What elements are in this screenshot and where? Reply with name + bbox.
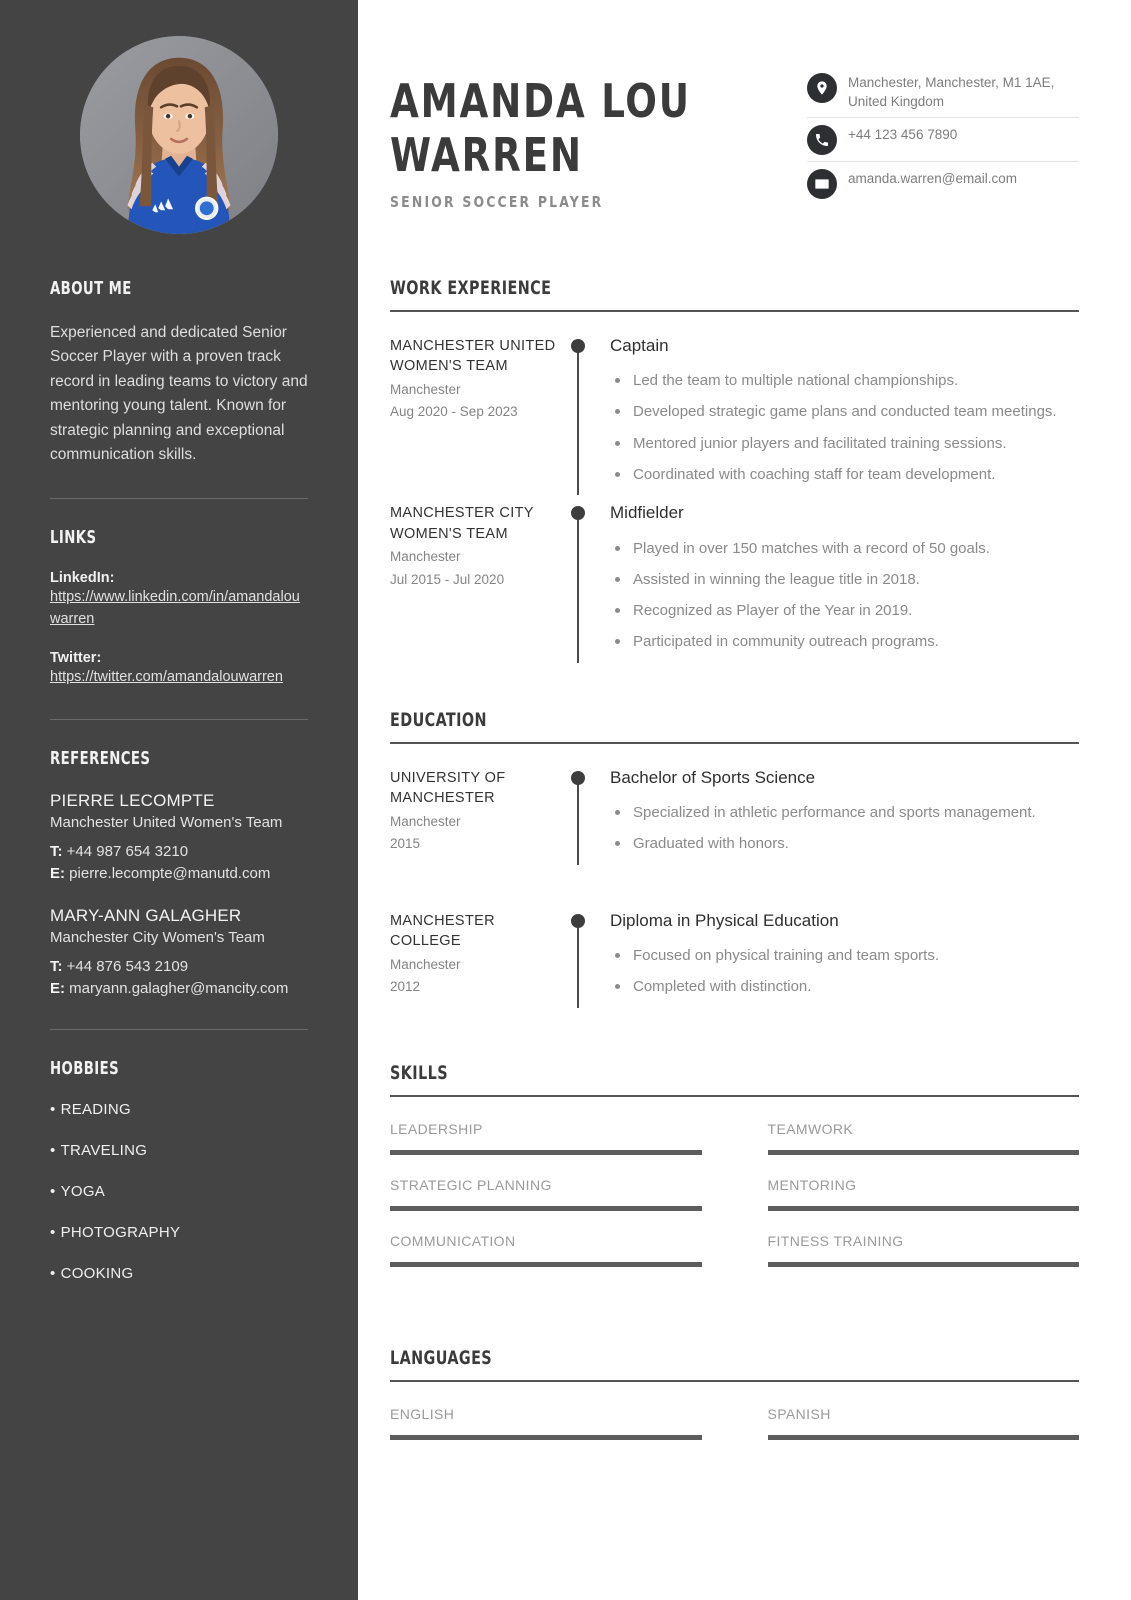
skill-bar-track: [390, 1262, 702, 1267]
hobbies-section: [50, 1058, 308, 1282]
portrait-illustration: [80, 36, 278, 234]
skill-bar-track: [390, 1206, 702, 1211]
hobby-item: [50, 1265, 308, 1282]
education-entry-dates: 2012: [390, 979, 421, 995]
link-label-linkedin: LinkedIn:: [50, 569, 115, 586]
hobby-label: COOKING: [60, 1264, 134, 1282]
reference-email-value: pierre.lecompte@manutd.com: [69, 864, 271, 882]
work-entry-title: Midfielder: [610, 503, 684, 523]
education-entry-title: Diploma in Physical Education: [610, 910, 839, 930]
hobbies-heading: HOBBIES: [50, 1057, 120, 1079]
about-heading: ABOUT ME: [50, 278, 132, 299]
contact-row-email: [807, 161, 1079, 205]
skill-bar-fill: [390, 1150, 702, 1155]
location-pin-icon: [807, 73, 837, 103]
contact-row-phone: [807, 117, 1079, 161]
list-item: Recognized as Player of the Year in 2019.: [610, 600, 1079, 621]
hobby-item: [50, 1101, 308, 1118]
divider-links-references: [50, 719, 308, 720]
list-item: Led the team to multiple national championships.: [610, 370, 1079, 391]
page-title-line2: WARREN: [390, 128, 583, 183]
reference-phone: [50, 956, 308, 977]
main-content: [358, 0, 1131, 1600]
reference-org: Manchester United Women's Team: [50, 814, 283, 832]
sidebar-body: [0, 278, 358, 1282]
reference-email: [50, 863, 308, 884]
work-entry: [390, 336, 1079, 496]
list-item: Participated in community outreach programs.: [610, 631, 1079, 652]
languages-grid: [390, 1406, 1079, 1462]
link-label-twitter: Twitter:: [50, 650, 102, 667]
list-item: Assisted in winning the league title in 2018.: [610, 569, 1079, 590]
work-entry: [390, 503, 1079, 663]
language-bar-fill: [390, 1435, 702, 1440]
skill-label: FITNESS TRAINING: [767, 1232, 904, 1249]
education-entry-location: Manchester: [390, 956, 461, 972]
education-entry-right: [596, 911, 1079, 1008]
links-heading: LINKS: [50, 526, 97, 548]
reference-phone-label: T:: [50, 843, 63, 861]
reference-phone-label: T:: [50, 958, 63, 976]
reference-org: Manchester City Women's Team: [50, 929, 265, 946]
work-experience-section: [390, 277, 1079, 663]
links-section: [50, 527, 308, 689]
skill-bar-track: [768, 1150, 1080, 1155]
language-bar-fill: [768, 1435, 1080, 1440]
section-rule: [390, 1095, 1079, 1097]
skill-bar-fill: [768, 1150, 1080, 1155]
skill-label: MENTORING: [767, 1176, 857, 1193]
profile-photo-wrap: [0, 0, 358, 234]
work-entry-location: Manchester: [390, 549, 461, 565]
name-block: [390, 62, 724, 211]
contact-address-text: Manchester, Manchester, M1 1AE, United Kingdom: [848, 75, 1055, 109]
timeline-marker: [570, 768, 596, 865]
skill-bar-fill: [390, 1206, 702, 1211]
education-entry-bullets: [610, 945, 1079, 998]
hobby-item: [50, 1224, 308, 1241]
education-entry-location: Manchester: [390, 813, 461, 829]
work-entry-org: MANCHESTER CITY WOMEN'S TEAM: [390, 505, 534, 542]
references-heading: REFERENCES: [50, 748, 151, 770]
timeline-bullet-icon: [571, 506, 585, 520]
timeline-marker: [570, 336, 596, 496]
skill-item: [390, 1233, 702, 1289]
reference-name: PIERRE LECOMPTE: [50, 791, 215, 811]
education-entry-right: [596, 768, 1079, 865]
skill-bar-fill: [768, 1262, 1080, 1267]
reference-email-label: E:: [50, 979, 65, 997]
skills-heading: SKILLS: [390, 1061, 448, 1084]
list-item: Developed strategic game plans and conducted team meetings.: [610, 401, 1079, 422]
reference-phone: [50, 841, 308, 862]
timeline-rail: [577, 920, 579, 1008]
timeline-bullet-icon: [571, 914, 585, 928]
header: [390, 62, 1079, 211]
language-bar-track: [768, 1435, 1080, 1440]
work-experience-heading: WORK EXPERIENCE: [390, 276, 552, 299]
skill-bar-track: [768, 1206, 1080, 1211]
work-entry-right: [596, 336, 1079, 496]
section-rule: [390, 1380, 1079, 1382]
divider-references-hobbies: [50, 1029, 308, 1030]
link-item-twitter: [50, 650, 308, 689]
work-entry-bullets: [610, 538, 1079, 653]
list-item: Completed with distinction.: [610, 976, 1079, 997]
list-item: Coordinated with coaching staff for team development.: [610, 464, 1079, 485]
link-url-twitter[interactable]: https://twitter.com/amandalouwarren: [50, 669, 283, 686]
skill-item: [768, 1233, 1080, 1289]
timeline-bullet-icon: [571, 771, 585, 785]
timeline-bullet-icon: [571, 339, 585, 353]
reference-name: MARY-ANN GALAGHER: [50, 906, 242, 925]
about-text: Experienced and dedicated Senior Soccer Player with a proven track record in leading teams to victory and mentoring young talent. Known for strategic planning and exceptional communication skills.: [50, 324, 308, 464]
timeline-rail: [577, 512, 579, 663]
link-item-linkedin: [50, 570, 308, 631]
language-item: [768, 1406, 1080, 1462]
work-entry-org: MANCHESTER UNITED WOMEN'S TEAM: [390, 337, 556, 375]
skills-section: [390, 1062, 1079, 1289]
hobby-label: YOGA: [60, 1182, 106, 1200]
hobby-label: PHOTOGRAPHY: [60, 1223, 181, 1241]
list-item: Focused on physical training and team sports.: [610, 945, 1079, 966]
work-entry-left: [390, 503, 570, 663]
phone-icon: [807, 125, 837, 155]
work-entry-dates: Aug 2020 - Sep 2023: [390, 404, 518, 420]
list-item: Mentored junior players and facilitated training sessions.: [610, 433, 1079, 454]
avatar: [80, 36, 278, 234]
sidebar: [0, 0, 358, 1600]
skill-label: COMMUNICATION: [390, 1232, 516, 1249]
education-entry-title: Bachelor of Sports Science: [610, 767, 816, 787]
language-label: ENGLISH: [390, 1405, 455, 1422]
divider-about-links: [50, 498, 308, 499]
reference-item: [50, 906, 308, 999]
hobby-item: [50, 1142, 308, 1159]
education-entry-bullets: [610, 802, 1079, 855]
list-item: Played in over 150 matches with a record of 50 goals.: [610, 538, 1079, 559]
list-item: Specialized in athletic performance and sports management.: [610, 802, 1079, 823]
skill-bar-track: [390, 1150, 702, 1155]
work-entry-title: Captain: [610, 335, 669, 355]
education-heading: EDUCATION: [390, 708, 487, 731]
education-entry: [390, 911, 1079, 1008]
work-entry-right: [596, 503, 1079, 663]
bullet-dot-icon: •: [50, 1182, 56, 1200]
reference-phone-value: +44 987 654 3210: [66, 843, 189, 861]
reference-email-label: E:: [50, 864, 65, 882]
education-entry-org: UNIVERSITY OF MANCHESTER: [390, 769, 506, 807]
skill-item: [390, 1121, 702, 1177]
skill-label: TEAMWORK: [767, 1120, 854, 1137]
about-section: [50, 278, 308, 468]
section-rule: [390, 742, 1079, 744]
references-section: [50, 748, 308, 999]
skill-bar-fill: [768, 1206, 1080, 1211]
skill-bar-track: [768, 1262, 1080, 1267]
education-section: [390, 709, 1079, 1008]
skill-label: LEADERSHIP: [390, 1120, 483, 1137]
language-bar-track: [390, 1435, 702, 1440]
skill-item: [390, 1177, 702, 1233]
education-entry-left: [390, 911, 570, 1008]
work-entry-dates: Jul 2015 - Jul 2020: [390, 571, 505, 587]
timeline-rail: [577, 345, 579, 496]
skill-label: STRATEGIC PLANNING: [390, 1176, 552, 1193]
list-item: Graduated with honors.: [610, 833, 1079, 854]
envelope-icon: [807, 169, 837, 199]
timeline-marker: [570, 503, 596, 663]
reference-item: [50, 791, 308, 884]
link-url-linkedin[interactable]: https://www.linkedin.com/in/amandalouwarren: [50, 588, 300, 627]
job-role-subtitle: SENIOR SOCCER PLAYER: [390, 192, 604, 211]
page-title: AMANDA LOU: [390, 74, 691, 128]
education-entry-left: [390, 768, 570, 865]
work-entry-left: [390, 336, 570, 496]
languages-section: [390, 1347, 1079, 1462]
bullet-dot-icon: •: [50, 1264, 56, 1282]
education-entry: [390, 768, 1079, 865]
languages-heading: LANGUAGES: [390, 1346, 493, 1369]
skill-item: [768, 1177, 1080, 1233]
hobby-label: TRAVELING: [60, 1141, 148, 1159]
work-entry-bullets: [610, 370, 1079, 485]
bullet-dot-icon: •: [50, 1141, 56, 1159]
language-label: SPANISH: [767, 1405, 831, 1422]
language-item: [390, 1406, 702, 1462]
education-entry-dates: 2015: [390, 836, 421, 852]
contact-row-address: [807, 66, 1079, 117]
timeline-marker: [570, 911, 596, 1008]
bullet-dot-icon: •: [50, 1223, 56, 1241]
contact-list: [807, 62, 1079, 205]
contact-email-text: amanda.warren@email.com: [848, 171, 1018, 187]
education-entry-org: MANCHESTER COLLEGE: [390, 912, 496, 950]
reference-email-value: maryann.galagher@mancity.com: [69, 979, 289, 997]
reference-email: [50, 978, 308, 999]
skill-item: [768, 1121, 1080, 1177]
hobby-label: READING: [60, 1100, 132, 1118]
section-rule: [390, 310, 1079, 312]
timeline-rail: [577, 777, 579, 865]
reference-phone-value: +44 876 543 2109: [66, 958, 189, 976]
skills-grid: [390, 1121, 1079, 1289]
bullet-dot-icon: •: [50, 1100, 56, 1118]
work-entry-location: Manchester: [390, 381, 461, 397]
contact-phone-text: +44 123 456 7890: [848, 127, 958, 143]
skill-bar-fill: [390, 1262, 702, 1267]
hobby-item: [50, 1183, 308, 1200]
